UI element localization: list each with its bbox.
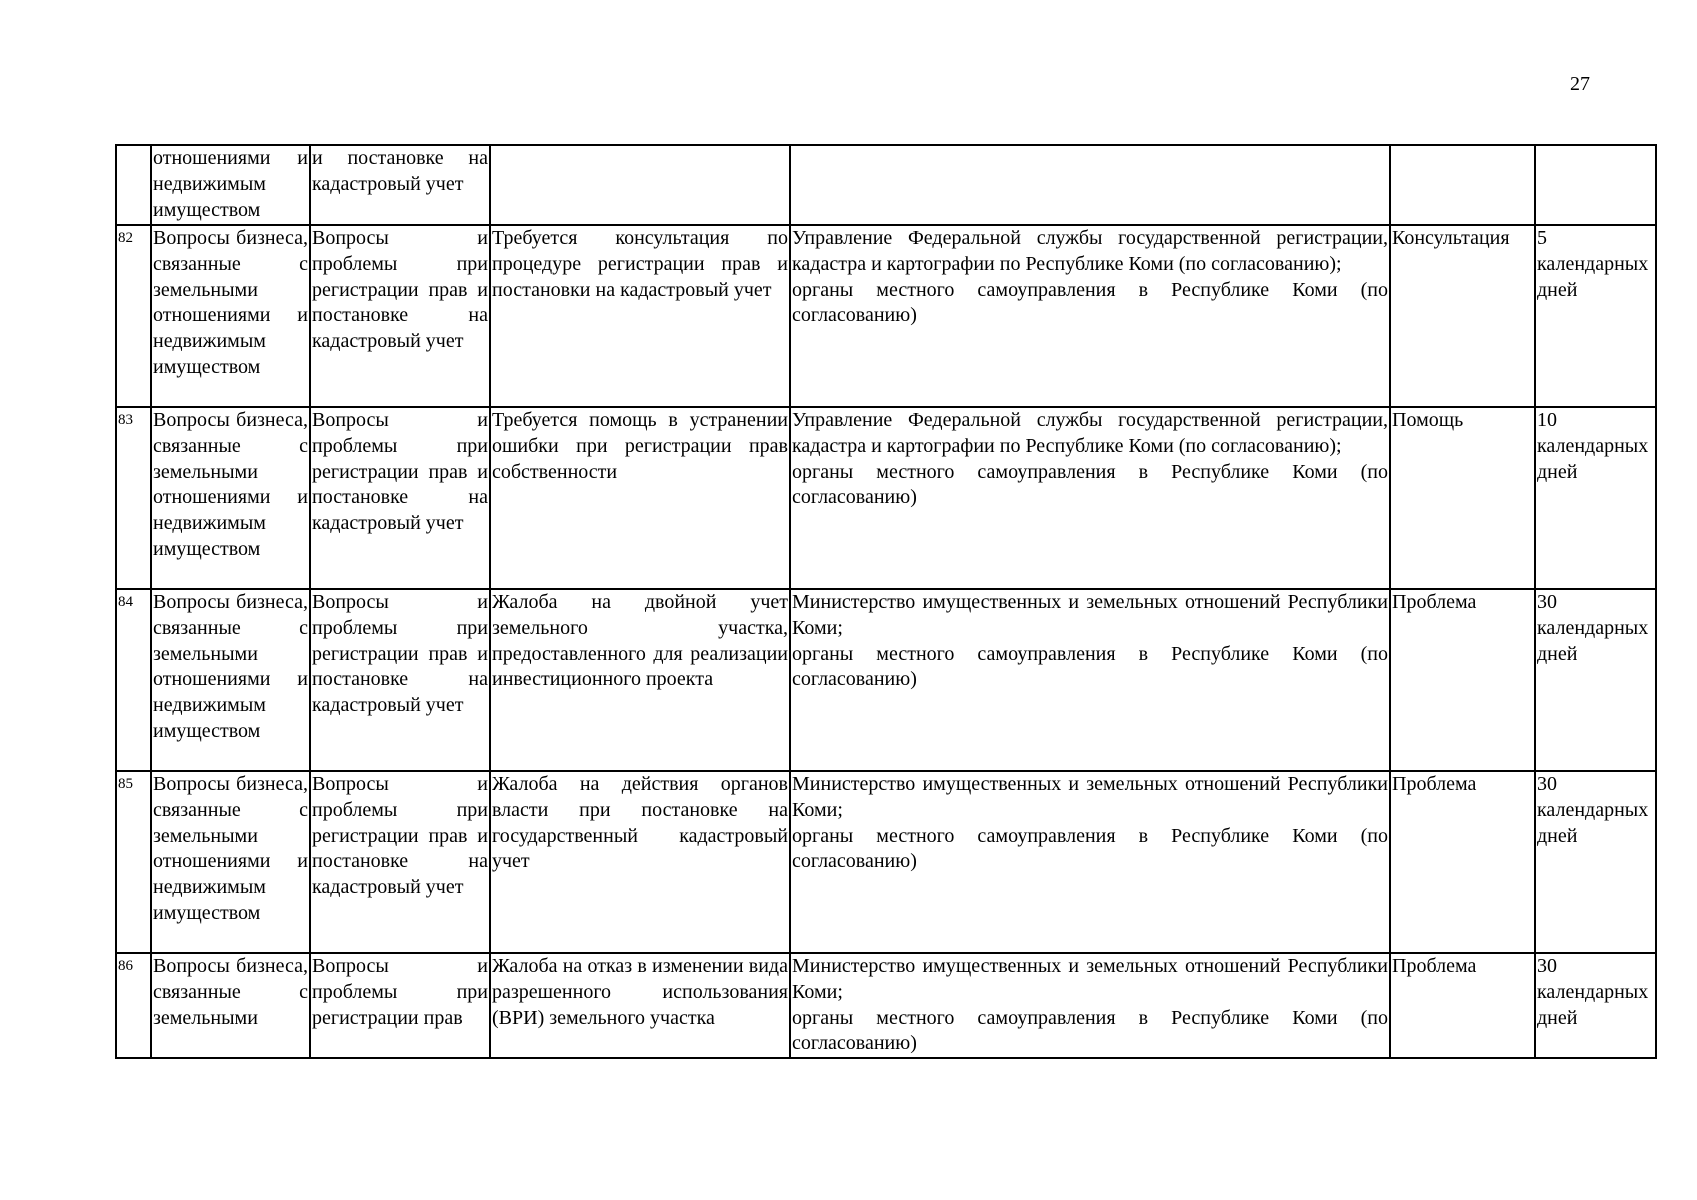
- subcategory-cell: Вопросы и проблемы при регистрации прав и постановке на кадастровый учет: [310, 771, 490, 953]
- authority-line: органы местного самоуправления в Республике Коми (по согласованию): [792, 278, 1388, 327]
- subcategory-cell: Вопросы и проблемы при регистрации прав и постановке на кадастровый учет: [310, 589, 490, 771]
- issue-cell: Жалоба на действия органов власти при постановке на государственный кадастровый учет: [490, 771, 790, 953]
- authority-line: Министерство имущественных и земельных отношений Республики Коми;: [792, 773, 1388, 821]
- category-cell: Вопросы бизнеса, связанные с земельными отношениями и недвижимым имуществом: [151, 771, 310, 953]
- type-cell: Проблема: [1390, 771, 1535, 953]
- term-cell: 30 календарных дней: [1535, 589, 1656, 771]
- authority-line: Управление Федеральной службы государственной регистрации, кадастра и картографии по Республике Коми (по согласованию);: [792, 227, 1388, 275]
- category-cell: Вопросы бизнеса, связанные с земельными отношениями и недвижимым имуществом: [151, 589, 310, 771]
- term-cell: 30 календарных дней: [1535, 771, 1656, 953]
- term-cell: 10 календарных дней: [1535, 407, 1656, 589]
- type-cell: Проблема: [1390, 953, 1535, 1058]
- authority-line: Управление Федеральной службы государственной регистрации, кадастра и картографии по Республике Коми (по согласованию);: [792, 409, 1388, 457]
- table-row: [116, 771, 1656, 953]
- type-cell: Помощь: [1390, 407, 1535, 589]
- authority-cell: [790, 953, 1390, 1058]
- subcategory-cell: Вопросы и проблемы при регистрации прав и постановке на кадастровый учет: [310, 407, 490, 589]
- subcategory-cell: Вопросы и проблемы при регистрации прав и постановке на кадастровый учет: [310, 225, 490, 407]
- issue-cell: [490, 145, 790, 225]
- table-row: [116, 407, 1656, 589]
- authority-line: органы местного самоуправления в Республике Коми (по согласованию): [792, 1006, 1388, 1055]
- row-number: 86: [116, 953, 151, 1058]
- authority-line: Министерство имущественных и земельных отношений Республики Коми;: [792, 955, 1388, 1003]
- authority-cell: [790, 771, 1390, 953]
- table-row: [116, 145, 1656, 225]
- subcategory-cell: Вопросы и проблемы при регистрации прав: [310, 953, 490, 1058]
- type-cell: Проблема: [1390, 589, 1535, 771]
- type-cell: Консультация: [1390, 225, 1535, 407]
- row-number: [116, 145, 151, 225]
- term-cell: [1535, 145, 1656, 225]
- issue-cell: Требуется помощь в устранении ошибки при регистрации прав собственности: [490, 407, 790, 589]
- table-row: [116, 225, 1656, 407]
- row-number: 82: [116, 225, 151, 407]
- term-cell: 5 календарных дней: [1535, 225, 1656, 407]
- type-cell: [1390, 145, 1535, 225]
- page-number: 27: [1570, 73, 1590, 95]
- issue-cell: Требуется консультация по процедуре регистрации прав и постановки на кадастровый учет: [490, 225, 790, 407]
- row-number: 83: [116, 407, 151, 589]
- authority-cell: [790, 225, 1390, 407]
- table-row: [116, 953, 1656, 1058]
- issue-cell: Жалоба на двойной учет земельного участка, предоставленного для реализации инвестиционного проекта: [490, 589, 790, 771]
- authority-cell: [790, 407, 1390, 589]
- category-cell: отношениями и недвижимым имуществом: [151, 145, 310, 225]
- authority-line: органы местного самоуправления в Республике Коми (по согласованию): [792, 824, 1388, 873]
- issue-cell: Жалоба на отказ в изменении вида разрешенного использования (ВРИ) земельного участка: [490, 953, 790, 1058]
- category-cell: Вопросы бизнеса, связанные с земельными отношениями и недвижимым имуществом: [151, 407, 310, 589]
- services-table: [115, 144, 1657, 1059]
- authority-cell: [790, 589, 1390, 771]
- authority-line: органы местного самоуправления в Республике Коми (по согласованию): [792, 460, 1388, 509]
- row-number: 85: [116, 771, 151, 953]
- authority-line: Министерство имущественных и земельных отношений Республики Коми;: [792, 591, 1388, 639]
- category-cell: Вопросы бизнеса, связанные с земельными: [151, 953, 310, 1058]
- subcategory-cell: и постановке на кадастровый учет: [310, 145, 490, 225]
- authority-cell: [790, 145, 1390, 225]
- authority-line: органы местного самоуправления в Республике Коми (по согласованию): [792, 642, 1388, 691]
- term-cell: 30 календарных дней: [1535, 953, 1656, 1058]
- table-row: [116, 589, 1656, 771]
- category-cell: Вопросы бизнеса, связанные с земельными отношениями и недвижимым имуществом: [151, 225, 310, 407]
- row-number: 84: [116, 589, 151, 771]
